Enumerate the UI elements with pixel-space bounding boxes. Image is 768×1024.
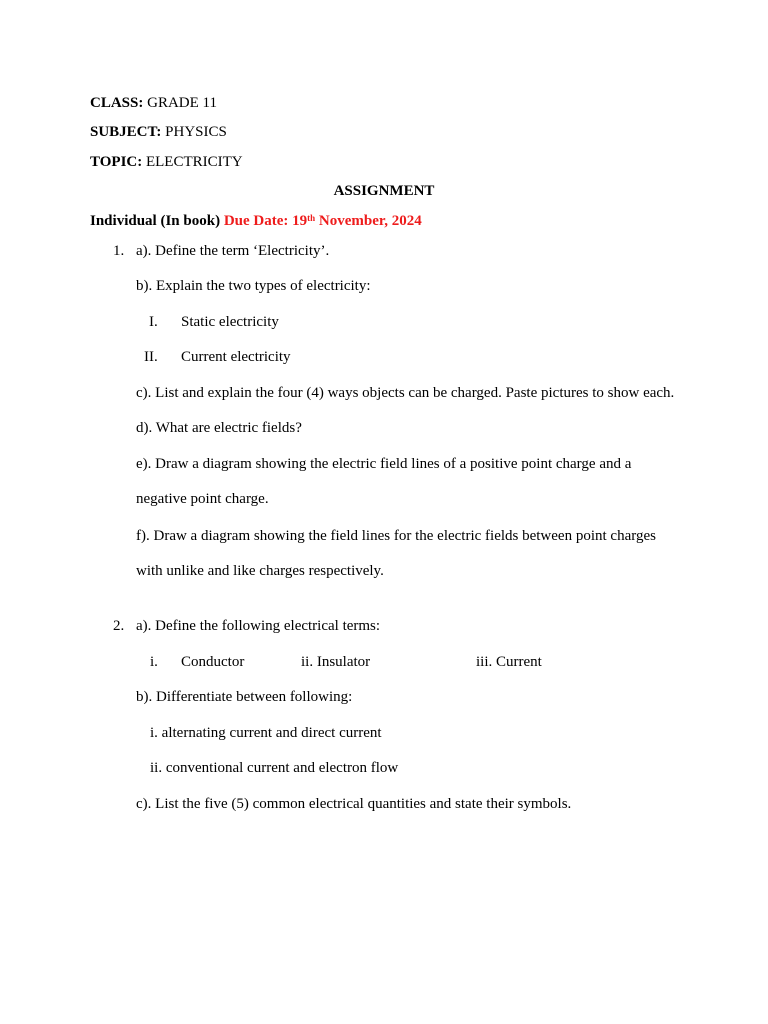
q1-b-item: Current electricity	[181, 349, 291, 365]
q2-a-item-num: i.	[150, 654, 158, 670]
q2-a-item-current: iii. Current	[476, 654, 542, 670]
q1-c: c). List and explain the four (4) ways objects can be charged. Paste pictures to show each.	[136, 385, 675, 401]
topic-label: TOPIC:	[90, 154, 143, 170]
subject-label: SUBJECT:	[90, 124, 162, 140]
q2-a-item-conductor: Conductor	[181, 654, 245, 670]
q2-c: c). List the five (5) common electrical quantities and state their symbols.	[136, 796, 572, 812]
q1-d: d). What are electric fields?	[136, 420, 302, 436]
subject-value: PHYSICS	[165, 124, 227, 140]
q2-b: b). Differentiate between following:	[136, 689, 353, 705]
q2-a-item-insulator: ii. Insulator	[301, 654, 371, 670]
q1-e-line1: e). Draw a diagram showing the electric field lines of a positive point charge and a	[136, 456, 632, 472]
q2-number: 2.	[113, 618, 125, 634]
q1-b-item-num: II.	[144, 349, 158, 365]
due-date: Due Date: 19th November, 2024	[223, 213, 422, 229]
topic-value: ELECTRICITY	[145, 154, 243, 170]
q2-b-item: i. alternating current and direct current	[150, 725, 382, 741]
q1-f-line1: f). Draw a diagram showing the field lines for the electric fields between point charges	[136, 528, 656, 544]
class-label: CLASS:	[90, 95, 144, 111]
topic-line	[90, 153, 243, 171]
due-date-line	[90, 212, 422, 230]
q1-b-item: Static electricity	[181, 314, 279, 330]
q1-b: b). Explain the two types of electricity:	[136, 278, 371, 294]
subject-line	[90, 123, 227, 141]
individual-label: Individual (In book)	[90, 213, 221, 229]
q1-f-line2: with unlike and like charges respectively.	[136, 563, 384, 579]
q1-number: 1.	[113, 243, 125, 259]
assignment-title: ASSIGNMENT	[333, 183, 435, 199]
q2-a: a). Define the following electrical terms:	[136, 618, 381, 634]
q1-a: a). Define the term ‘Electricity’.	[136, 243, 330, 259]
q2-b-item: ii. conventional current and electron flow	[150, 760, 399, 776]
class-value: GRADE 11	[147, 95, 217, 111]
class-line	[90, 94, 217, 112]
q1-b-item-num: I.	[149, 314, 158, 330]
q1-e-line2: negative point charge.	[136, 491, 269, 507]
